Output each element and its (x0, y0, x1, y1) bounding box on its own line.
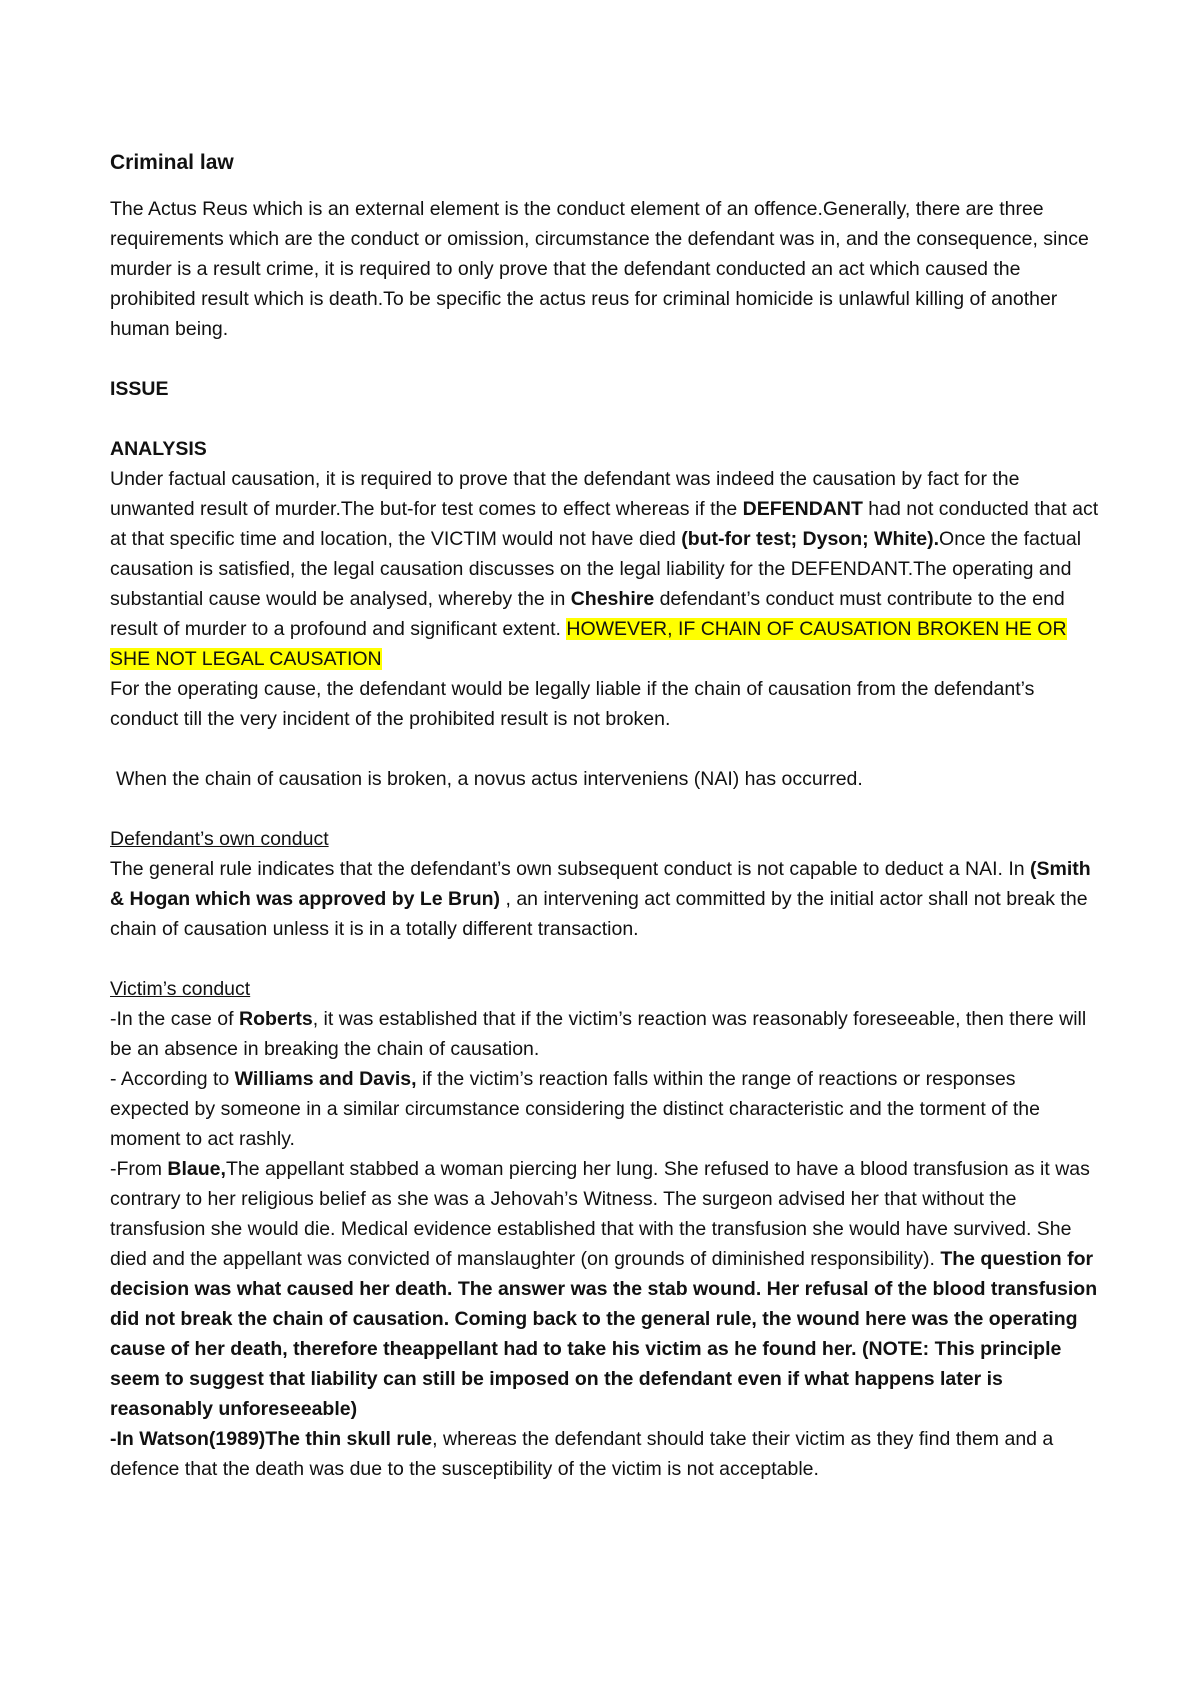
analysis-paragraph-1: Under factual causation, it is required to prove that the defendant was indeed the causation by fact for the unwanted result of murder.The but-for test comes to effect whereas if the DEFENDANT had not conducted that act at that specific time and location, the VICTIM would not have died (but-for test; Dyson; White).Once the factual causation is satisfied, the legal causation discusses on the legal liability for the DEFENDANT.The operating and substantial cause would be analysed, whereby the in Cheshire defendant’s conduct must contribute to the end result of murder to a profound and significant extent. HOWEVER, IF CHAIN OF CAUSATION BROKEN HE OR SHE NOT LEGAL CAUSATION (110, 468, 1099, 670)
document-page (110, 148, 1100, 1484)
intro-paragraph: The Actus Reus which is an external element is the conduct element of an offence.Generally, there are three requirements which are the conduct or omission, circumstance the defendant was in, and the consequence, since murder is a result crime, it is required to only prove that the defendant conducted an act which caused the prohibited result which is death.To be specific the actus reus for criminal homicide is unlawful killing of another human being. (110, 198, 1089, 340)
analysis-paragraph-2: For the operating cause, the defendant would be legally liable if the chain of causation from the defendant’s conduct till the very incident of the prohibited result is not broken. (110, 678, 1035, 730)
williams-paragraph: - According to Williams and Davis, if the victim’s reaction falls within the range of reactions or responses expected by someone in a similar circumstance considering the distinct characteristic and the torment of the moment to act rashly. (110, 1068, 1040, 1150)
watson-paragraph: -In Watson(1989)The thin skull rule, whereas the defendant should take their victim as they find them and a defence that the death was due to the susceptibility of the victim is not acceptable. (110, 1428, 1054, 1480)
roberts-paragraph: -In the case of Roberts, it was established that if the victim’s reaction was reasonably foreseeable, then there will be an absence in breaking the chain of causation. (110, 1008, 1087, 1060)
own-conduct-heading: Defendant’s own conduct (110, 828, 329, 850)
analysis-heading: ANALYSIS (110, 438, 207, 460)
own-conduct-paragraph: The general rule indicates that the defendant’s own subsequent conduct is not capable to deduct a NAI. In (Smith & Hogan which was approved by Le Brun) , an intervening act committed by the initial actor shall not break the chain of causation unless it is in a totally different transaction. (110, 858, 1091, 940)
highlighted-text: HOWEVER, IF CHAIN OF CAUSATION BROKEN HE OR SHE NOT LEGAL CAUSATION (110, 618, 1067, 670)
victim-conduct-heading: Victim’s conduct (110, 978, 251, 1000)
document-title: Criminal law (110, 151, 234, 174)
blaue-paragraph: -From Blaue,The appellant stabbed a woman piercing her lung. She refused to have a blood transfusion as it was contrary to her religious belief as she was a Jehovah’s Witness. The surgeon advised her that without the transfusion she would die. Medical evidence established that with the transfusion she would have survived. She died and the appellant was convicted of manslaughter (on grounds of diminished responsibility). The question for decision was what caused her death. The answer was the stab wound. Her refusal of the blood transfusion did not break the chain of causation. Coming back to the general rule, the wound here was the operating cause of her death, therefore theappellant had to take his victim as he found her. (NOTE: This principle seem to suggest that liability can still be imposed on the defendant even if what happens later is reasonably unforeseeable) (110, 1158, 1098, 1420)
issue-heading: ISSUE (110, 378, 169, 400)
analysis-paragraph-3: When the chain of causation is broken, a novus actus interveniens (NAI) has occurred. (116, 768, 863, 790)
